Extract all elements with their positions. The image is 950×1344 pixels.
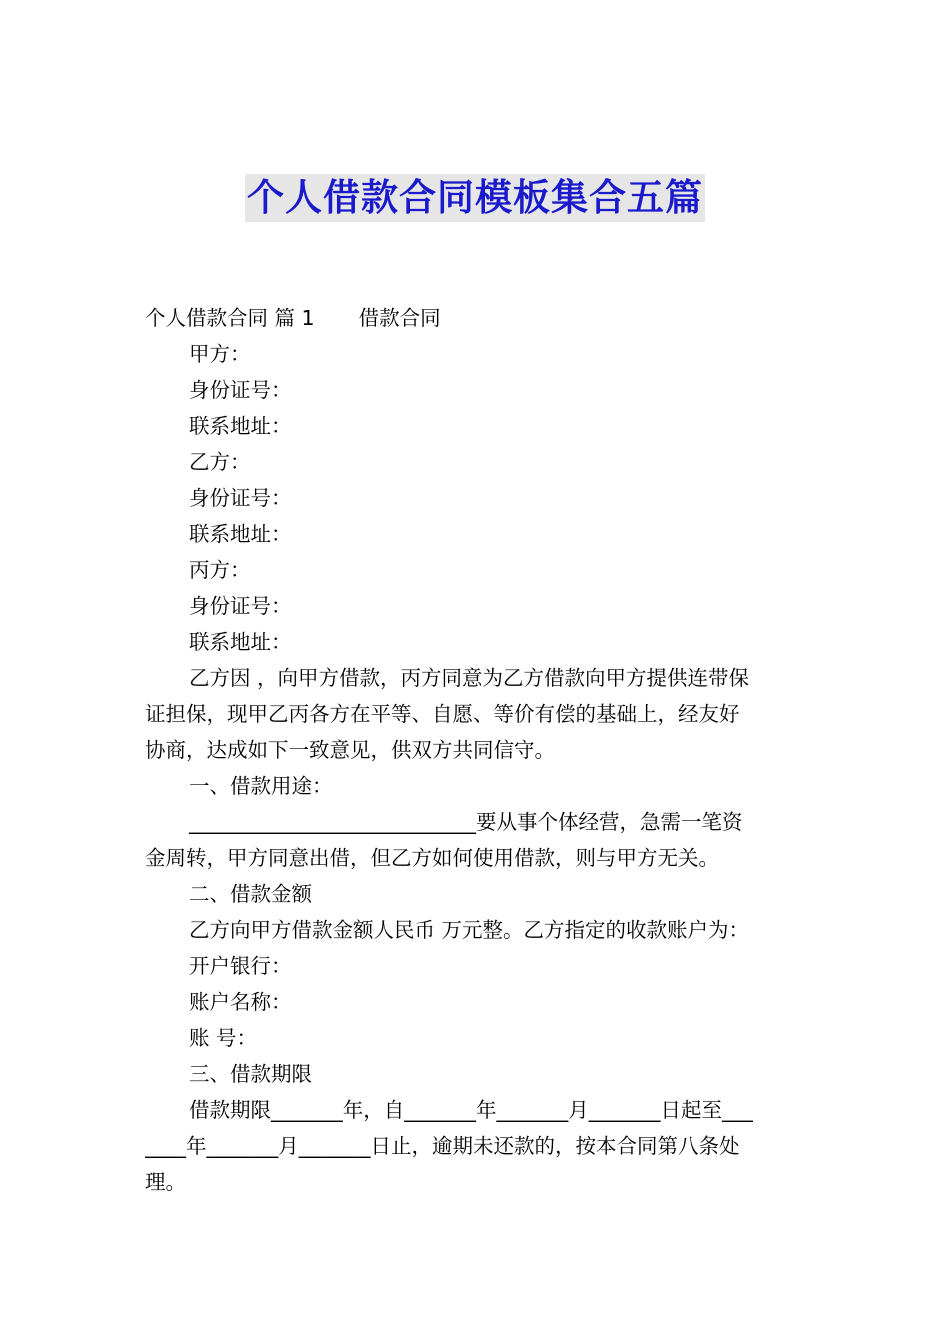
intro-paragraph-line: 协商，达成如下一致意见，供双方共同信守。 <box>145 738 555 762</box>
clause-2-title: 二、借款金额 <box>189 882 312 906</box>
intro-paragraph-line: 乙方因 ，向甲方借款，丙方同意为乙方借款向甲方提供连带保 <box>189 666 750 690</box>
clause-3-title: 三、借款期限 <box>189 1062 312 1086</box>
party-a-label: 甲方： <box>189 342 251 366</box>
clause-3-text-line: 借款期限_______年，自_______年_______月_______日起至___ <box>189 1098 753 1122</box>
party-a-address-label: 联系地址： <box>189 414 292 438</box>
party-c-address-label: 联系地址： <box>189 630 292 654</box>
party-b-label: 乙方： <box>189 450 251 474</box>
clause-1-text-line: ____________________________要从事个体经营，急需一笔资 <box>189 810 743 834</box>
clause-1-title: 一、借款用途： <box>189 774 333 798</box>
party-c-label: 丙方： <box>189 558 251 582</box>
party-c-id-label: 身份证号： <box>189 594 292 618</box>
clause-2-amount-line: 乙方向甲方借款金额人民币 万元整。乙方指定的收款账户为： <box>189 918 750 942</box>
party-a-id-label: 身份证号： <box>189 378 292 402</box>
section-heading-right: 借款合同 <box>358 306 441 330</box>
section-heading-left: 个人借款合同 篇 1 <box>145 306 315 330</box>
clause-1-text-line: 金周转，甲方同意出借，但乙方如何使用借款，则与甲方无关。 <box>145 846 719 870</box>
clause-3-text-line: ____年_______月_______日止，逾期未还款的，按本合同第八条处 <box>145 1134 740 1158</box>
title-container <box>0 174 950 222</box>
party-b-address-label: 联系地址： <box>189 522 292 546</box>
account-number-label: 账 号： <box>189 1026 258 1050</box>
section-heading <box>145 300 810 336</box>
account-name-label: 账户名称： <box>189 990 292 1014</box>
party-b-id-label: 身份证号： <box>189 486 292 510</box>
document-title: 个人借款合同模板集合五篇 <box>245 174 705 222</box>
bank-label: 开户银行： <box>189 954 292 978</box>
clause-3-text-line: 理。 <box>145 1170 186 1194</box>
intro-paragraph-line: 证担保，现甲乙丙各方在平等、自愿、等价有偿的基础上，经友好 <box>145 702 740 726</box>
document-body <box>145 300 810 1200</box>
